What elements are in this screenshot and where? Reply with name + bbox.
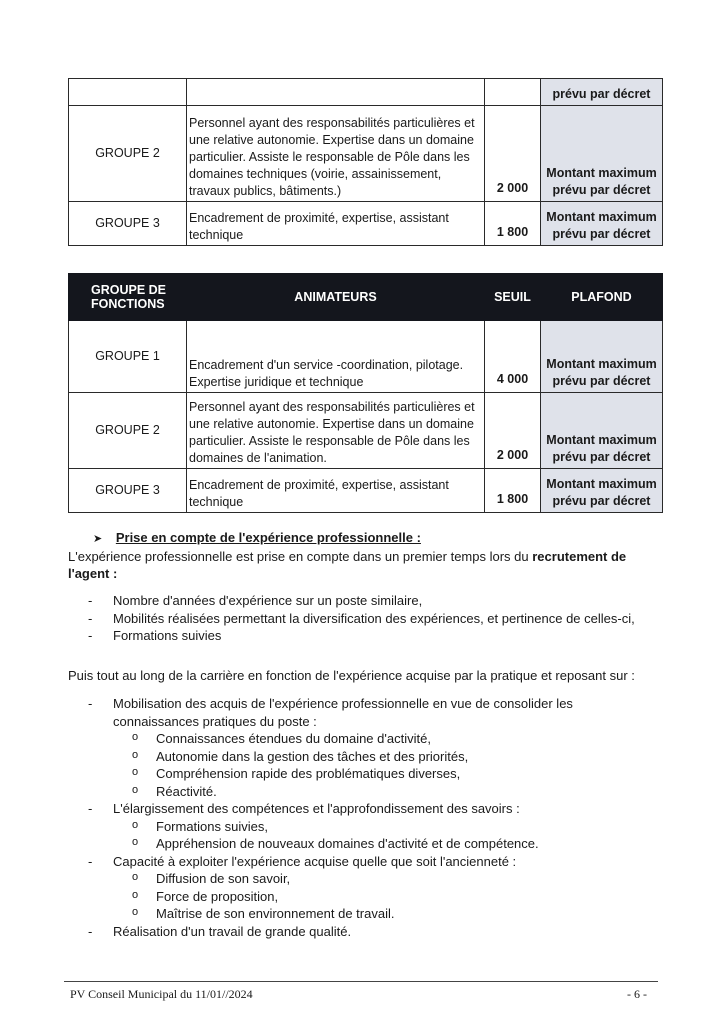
plafond-cell: prévu par décret (541, 79, 663, 106)
plafond-cell: Montant maximum prévu par décret (541, 393, 663, 469)
list-item: - Mobilités réalisées permettant la diversification des expériences, et pertinence de celles-ci, (88, 610, 635, 628)
seuil-cell: 1 800 (485, 469, 541, 513)
sub-list-item: o Formations suivies, (113, 818, 588, 836)
sub-list (113, 818, 588, 853)
table-animateurs (68, 273, 663, 513)
sub-list-item: o Connaissances étendues du domaine d'activité, (113, 730, 588, 748)
description-cell: Encadrement de proximité, expertise, assistant technique (187, 202, 485, 246)
sub-list-item: o Maîtrise de son environnement de travail. (113, 905, 588, 923)
table-row (69, 106, 663, 202)
sub-list-item: o Autonomie dans la gestion des tâches et des priorités, (113, 748, 588, 766)
sub-list-item: o Compréhension rapide des problématiques diverses, (113, 765, 588, 783)
intro-text: L'expérience professionnelle est prise en compte dans un premier temps lors du (68, 549, 533, 564)
header-plafond: PLAFOND (541, 274, 663, 321)
arrow-bullet-icon: ➤ (93, 533, 103, 545)
table-row (69, 321, 663, 393)
section-heading (93, 530, 421, 545)
table-row (69, 469, 663, 513)
seuil-cell: 2 000 (485, 106, 541, 202)
seuil-cell: 4 000 (485, 321, 541, 393)
description-cell: Encadrement de proximité, expertise, assistant technique (187, 469, 485, 513)
sub-list-item: o Diffusion de son savoir, (113, 870, 588, 888)
plafond-cell: Montant maximum prévu par décret (541, 106, 663, 202)
list-item (88, 800, 588, 853)
table-row (69, 79, 663, 106)
plafond-cell: Montant maximum prévu par décret (541, 321, 663, 393)
seuil-cell: 1 800 (485, 202, 541, 246)
carriere-list (88, 695, 588, 940)
header-cadre: ANIMATEURS (187, 274, 485, 321)
groupe-cell: GROUPE 2 (69, 106, 187, 202)
sub-list-item: o Réactivité. (113, 783, 588, 801)
recrutement-list (88, 592, 635, 645)
carriere-intro: Puis tout au long de la carrière en fonction de l'expérience acquise par la pratique et reposant sur : (68, 668, 635, 683)
plafond-cell: Montant maximum prévu par décret (541, 469, 663, 513)
list-item-label: Mobilisation des acquis de l'expérience professionnelle en vue de consolider les connaissances pratiques du poste : (113, 696, 573, 729)
section-title: Prise en compte de l'expérience professionnelle : (115, 530, 421, 545)
list-item: - Nombre d'années d'expérience sur un poste similaire, (88, 592, 635, 610)
list-item-label: Réalisation d'un travail de grande qualité. (113, 923, 352, 939)
list-item-label: Capacité à exploiter l'expérience acquise quelle que soit l'ancienneté : (113, 853, 517, 869)
table-header-row (69, 274, 663, 321)
sub-list (113, 870, 588, 923)
list-item (88, 923, 588, 941)
sub-list-item: o Force de proposition, (113, 888, 588, 906)
table-previous-cadre (68, 78, 663, 246)
intro-paragraph (68, 548, 668, 582)
list-item (88, 695, 588, 800)
page-number: - 6 - (627, 987, 647, 1001)
header-groupe: GROUPE DE FONCTIONS (69, 274, 187, 321)
groupe-cell: GROUPE 1 (69, 321, 187, 393)
groupe-cell: GROUPE 3 (69, 202, 187, 246)
list-item: - Formations suivies (88, 627, 635, 645)
sub-list-item: o Appréhension de nouveaux domaines d'activité et de compétence. (113, 835, 588, 853)
groupe-cell: GROUPE 3 (69, 469, 187, 513)
list-item (88, 853, 588, 923)
description-cell: Personnel ayant des responsabilités particulières et une relative autonomie. Expertise dans un domaine particulier. Assiste le responsable de Pôle dans les domaines de l'animation. (187, 393, 485, 469)
description-cell: Encadrement d'un service -coordination, pilotage. Expertise juridique et technique (187, 321, 485, 393)
footer-document-title: PV Conseil Municipal du 11/01//2024 (70, 987, 253, 1001)
table-row (69, 202, 663, 246)
table-row (69, 393, 663, 469)
description-cell: Personnel ayant des responsabilités particulières et une relative autonomie. Expertise dans un domaine particulier. Assiste le responsable de Pôle dans les domaines techniques (voirie, assainissement, travaux publics, bâtiments.) (187, 106, 485, 202)
groupe-cell: GROUPE 2 (69, 393, 187, 469)
intro-bold: recrutement de l'agent : (68, 549, 627, 581)
footer-divider (64, 981, 658, 982)
plafond-cell: Montant maximum prévu par décret (541, 202, 663, 246)
seuil-cell: 2 000 (485, 393, 541, 469)
list-item-label: L'élargissement des compétences et l'approfondissement des savoirs : (113, 801, 520, 816)
header-seuil: SEUIL (485, 274, 541, 321)
sub-list (113, 730, 588, 800)
